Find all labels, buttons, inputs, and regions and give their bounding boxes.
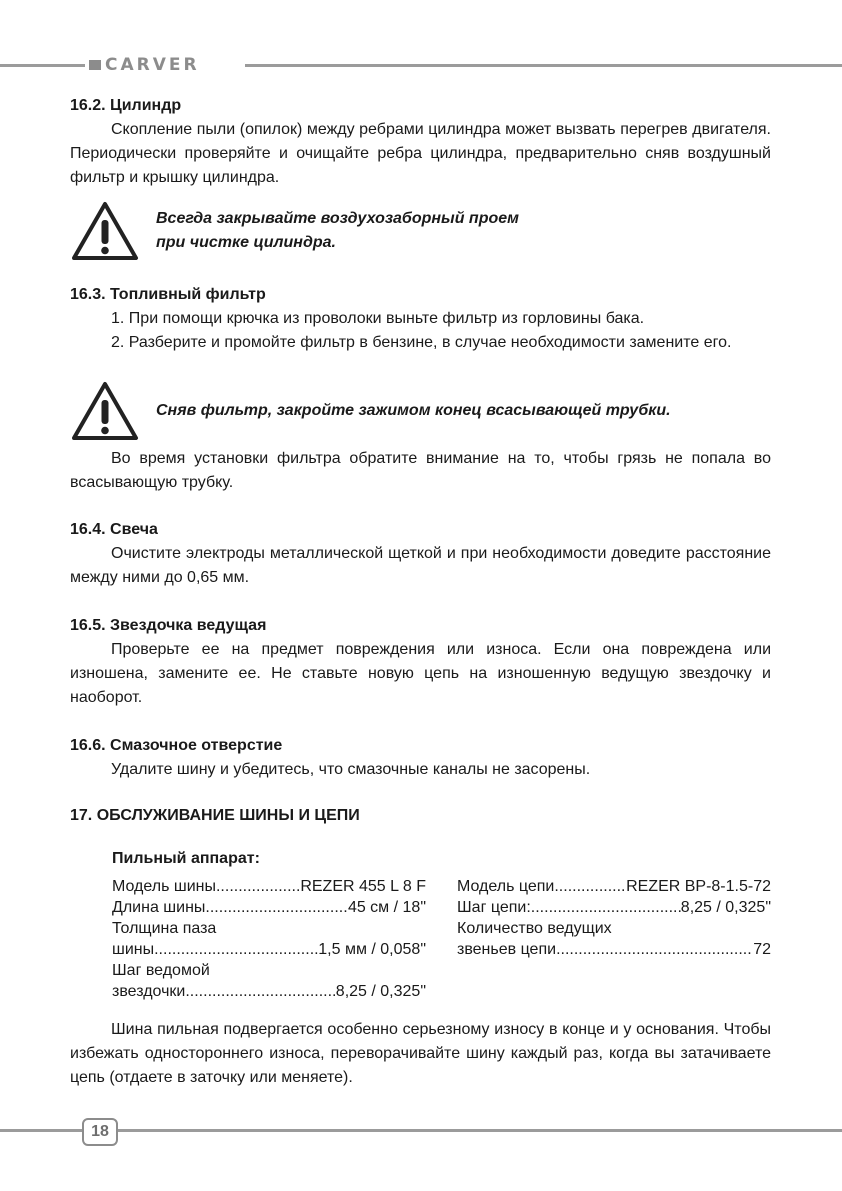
warning-block xyxy=(70,200,519,262)
closing-paragraph xyxy=(70,1018,771,1090)
spec-label: звеньев цепи xyxy=(457,941,557,958)
warning-triangle-icon xyxy=(70,200,140,262)
spec-value: 8,25 / 0,325" xyxy=(335,983,426,1000)
spec-column-right xyxy=(457,876,771,960)
brand-logo xyxy=(85,54,204,76)
paragraph: Во время установки фильтра обратите внимание на то, чтобы грязь не попала во всасывающую трубку. xyxy=(70,450,771,491)
section-title: 16.2. Цилиндр xyxy=(70,97,182,114)
spec-row xyxy=(112,981,426,1002)
spec-label: Длина шины xyxy=(112,899,206,916)
warning-block xyxy=(70,380,671,442)
section-title: 17. ОБСЛУЖИВАНИЕ ШИНЫ И ЦЕПИ xyxy=(70,807,360,824)
spec-title: Пильный аппарат: xyxy=(112,850,260,867)
warning-triangle-icon xyxy=(70,380,140,442)
leader-dots xyxy=(531,897,681,918)
footer-rule-right xyxy=(118,1129,842,1132)
spec-value: REZER BP-8-1.5-72 xyxy=(626,878,771,895)
section-title: 16.5. Звездочка ведущая xyxy=(70,617,267,634)
spec-row xyxy=(112,960,426,981)
page-number: 18 xyxy=(82,1118,118,1146)
section-title: 16.4. Свеча xyxy=(70,521,158,538)
spec-value: 72 xyxy=(753,941,771,958)
section-text: Очистите электроды металлической щеткой и при необходимости доведите расстояние между ними до 0,65 мм. xyxy=(70,545,771,586)
warning-text xyxy=(156,207,519,255)
spec-label: Толщина паза xyxy=(112,920,217,937)
spec-row xyxy=(112,876,426,897)
section-text: Скопление пыли (опилок) между ребрами цилиндра может вызвать перегрев двигателя. Периодически проверяйте и очищайте ребра цилиндра, предварительно сняв воздушный фильтр и крышку цилиндра. xyxy=(70,121,771,186)
leader-dots xyxy=(205,897,348,918)
warning-line: Всегда закрывайте воздухозаборный проем xyxy=(156,210,519,227)
spec-label: Модель цепи xyxy=(457,878,555,895)
list-item: 1. При помощи крючка из проволоки выньте фильтр из горловины бака. xyxy=(111,310,645,327)
spec-value: 45 см / 18" xyxy=(347,899,426,916)
section-title: 16.6. Смазочное отверстие xyxy=(70,737,283,754)
spec-row xyxy=(457,876,771,897)
spec-row xyxy=(112,918,426,939)
spec-label: Шаг ведомой xyxy=(112,962,210,979)
spec-label: Модель шины xyxy=(112,878,216,895)
list-item: 2. Разберите и промойте фильтр в бензине, в случае необходимости замените его. xyxy=(111,334,732,351)
warning-line: при чистке цилиндра. xyxy=(156,234,336,251)
spec-value: 8,25 / 0,325" xyxy=(680,899,771,916)
spec-row xyxy=(112,939,426,960)
leader-dots xyxy=(556,939,753,960)
paragraph: Шина пильная подвергается особенно серьезному износу в конце и у основания. Чтобы избежать одностороннего износа, переворачивайте шину каждый раз, когда вы затачиваете цепь (отдаете в заточку или меняете). xyxy=(70,1021,771,1086)
logo-text: CARVER xyxy=(105,55,200,75)
spec-row xyxy=(457,897,771,918)
spec-value: 1,5 мм / 0,058" xyxy=(318,941,426,958)
section-16-6 xyxy=(70,734,771,782)
section-16-3 xyxy=(70,283,771,355)
spec-label: звездочки xyxy=(112,983,186,1000)
spec-column-left xyxy=(112,876,426,1002)
spec-row xyxy=(112,897,426,918)
section-16-5 xyxy=(70,614,771,710)
header-rule-right xyxy=(245,64,842,67)
logo-mark xyxy=(89,60,101,70)
spec-value: REZER 455 L 8 F xyxy=(300,878,426,895)
section-text: Удалите шину и убедитесь, что смазочные каналы не засорены. xyxy=(111,761,591,778)
warning-text: Сняв фильтр, закройте зажимом конец всасывающей трубки. xyxy=(156,402,671,419)
leader-dots xyxy=(216,876,300,897)
header-rule-left xyxy=(0,64,85,67)
section-17 xyxy=(70,804,771,828)
section-text: Проверьте ее на предмет повреждения или износа. Если она повреждена или изношена, замените ее. Не ставьте новую цепь на изношенную ведущую звездочку и наоборот. xyxy=(70,641,771,706)
section-16-2 xyxy=(70,94,771,190)
leader-dots xyxy=(554,876,626,897)
leader-dots xyxy=(154,939,318,960)
spec-label: шины xyxy=(112,941,155,958)
spec-row xyxy=(457,918,771,939)
section-title: 16.3. Топливный фильтр xyxy=(70,286,266,303)
section-16-4 xyxy=(70,518,771,590)
footer-rule-left xyxy=(0,1129,82,1132)
spec-row xyxy=(457,939,771,960)
spec-label: Шаг цепи: xyxy=(457,899,531,916)
spec-label: Количество ведущих xyxy=(457,920,612,937)
install-note xyxy=(70,447,771,495)
leader-dots xyxy=(185,981,335,1002)
